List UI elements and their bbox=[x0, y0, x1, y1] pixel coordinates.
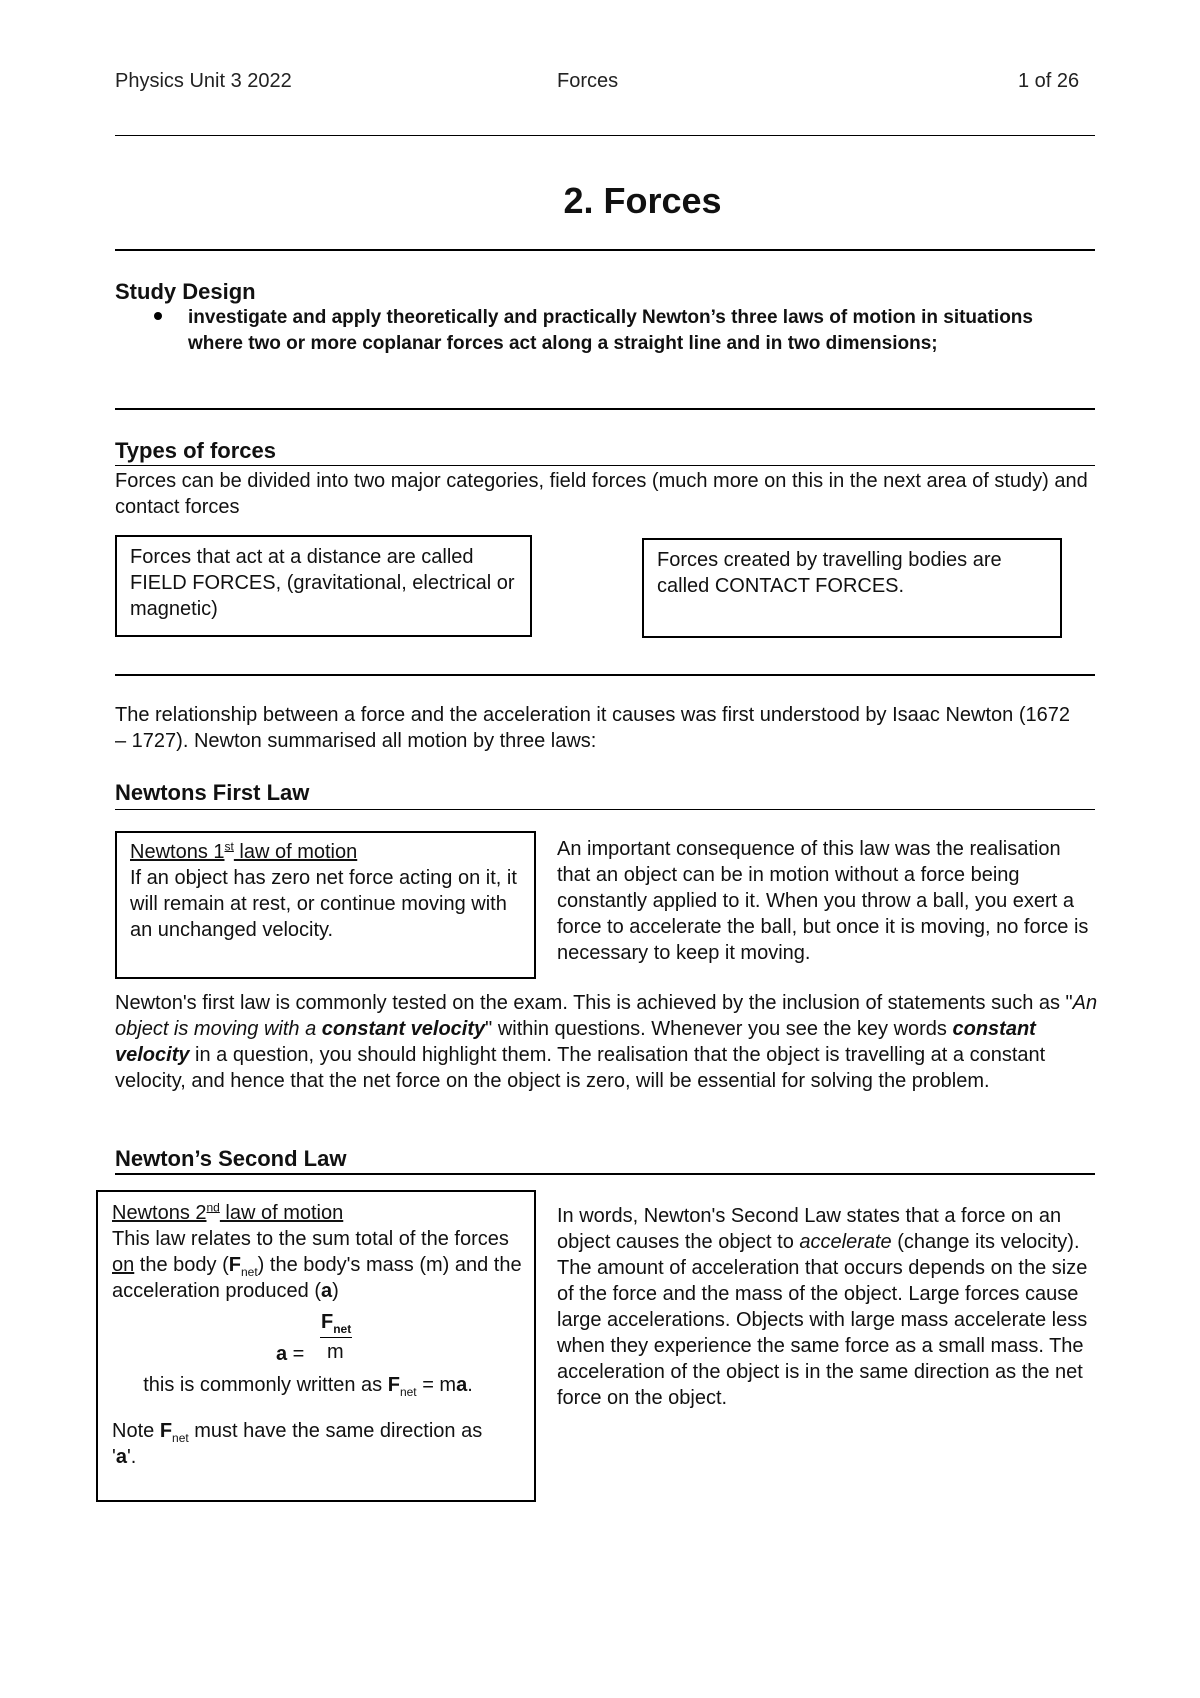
second-law-box-title bbox=[112, 1200, 534, 1226]
note-pre: Note bbox=[112, 1420, 160, 1442]
header-course: Physics Unit 3 2022 bbox=[115, 70, 292, 92]
text-d: ) bbox=[332, 1280, 339, 1302]
types-heading: Types of forces bbox=[115, 438, 276, 463]
first-law-paragraph bbox=[115, 990, 1100, 1094]
written-eq: = m bbox=[416, 1374, 457, 1396]
field-forces-text: Forces that act at a distance are called FIELD FORCES, (gravitational, electrical or magnetic) bbox=[130, 546, 515, 620]
para-part-3: in a question, you should highlight them. The realisation that the object is travelling at a constant velocity, and hence that the net force on the object is zero, will be essential for solving the problem. bbox=[115, 1044, 1046, 1092]
text-a: This law relates to the sum total of the forces bbox=[112, 1228, 509, 1250]
note-post: '. bbox=[126, 1446, 137, 1468]
note-f: F bbox=[159, 1420, 173, 1442]
text-b: the body ( bbox=[134, 1254, 229, 1276]
frac-lhs-a: a bbox=[276, 1343, 288, 1365]
side-italic: accelerate bbox=[799, 1231, 892, 1253]
first-law-heading: Newtons First Law bbox=[115, 780, 310, 805]
types-intro: Forces can be divided into two major categories, field forces (much more on this in the next area of study) and contact forces bbox=[115, 470, 1088, 518]
para-part-1: Newton's first law is commonly tested on the exam. This is achieved by the inclusion of statements such as " bbox=[115, 992, 1073, 1014]
second-law-heading: Newton’s Second Law bbox=[115, 1146, 347, 1171]
note-mid: must have the same direction as ' bbox=[112, 1420, 483, 1468]
study-design-rule bbox=[115, 408, 1095, 410]
second-law-title-pre: Newtons 2 bbox=[112, 1202, 207, 1224]
written-net: net bbox=[399, 1385, 417, 1399]
first-law-title-pre: Newtons 1 bbox=[130, 841, 225, 863]
first-law-box-title bbox=[130, 839, 534, 865]
first-law-side-text: An important consequence of this law was the realisation that an object can be in motion without a force being constantly applied to it. When you throw a ball, you exert a force to accelerate the ball, but once it is moving, no force is necessary to keep it moving. bbox=[557, 838, 1089, 964]
second-law-box-text bbox=[112, 1226, 527, 1304]
note-net: net bbox=[172, 1431, 189, 1445]
written-as-line bbox=[98, 1372, 518, 1398]
frac-eq: = bbox=[287, 1343, 305, 1365]
bullet-dot bbox=[154, 312, 162, 320]
written-post: . bbox=[467, 1374, 473, 1396]
text-on: on bbox=[112, 1254, 135, 1276]
second-law-side-text bbox=[557, 1203, 1097, 1411]
second-law-rule bbox=[115, 1173, 1095, 1175]
types-rule bbox=[115, 465, 1095, 466]
net-subscript: net bbox=[240, 1265, 258, 1279]
text-c: ) the body's mass (m) and the acceleration produced ( bbox=[112, 1254, 522, 1302]
side-pre: In words, Newton's Second Law states that a force on an object causes the object to bbox=[557, 1205, 1062, 1253]
f-symbol: F bbox=[228, 1254, 241, 1276]
para-bold-italic: constant velocity bbox=[321, 1018, 486, 1040]
written-f: F bbox=[387, 1374, 400, 1396]
fraction-numerator bbox=[321, 1310, 351, 1334]
first-law-title-sup: st bbox=[224, 839, 234, 854]
first-law-title-post: law of motion bbox=[233, 841, 358, 863]
written-a: a bbox=[456, 1374, 468, 1396]
page-title: 2. Forces bbox=[563, 180, 722, 221]
a-symbol: a bbox=[321, 1280, 333, 1302]
contact-forces-text: Forces created by travelling bodies are called CONTACT FORCES. bbox=[657, 549, 1002, 597]
side-post: (change its velocity). The amount of acceleration that occurs depends on the size of the force and the mass of the object. Large forces cause large accelerations. Objects with large mass accelerate less when they experience the same force as a small mass. The acceleration of the object is in the same direction as the net force on the object. bbox=[557, 1231, 1088, 1409]
para-bold-italic-2: constant velocity bbox=[115, 1018, 1036, 1066]
note-a: a bbox=[115, 1446, 127, 1468]
frac-num-f: F bbox=[321, 1311, 334, 1333]
second-law-title-sup: nd bbox=[206, 1200, 220, 1215]
header-page-number: 1 of 26 bbox=[1018, 70, 1080, 92]
first-law-rule bbox=[115, 809, 1095, 810]
first-law-box bbox=[115, 831, 536, 979]
field-forces-box bbox=[115, 535, 532, 637]
fraction-lhs bbox=[276, 1342, 304, 1366]
title-rule bbox=[115, 249, 1095, 251]
header-rule bbox=[115, 135, 1095, 136]
study-design-heading: Study Design bbox=[115, 279, 256, 304]
written-pre: this is commonly written as bbox=[143, 1374, 388, 1396]
newton-intro: The relationship between a force and the acceleration it causes was first understood by Isaac Newton (1672 – 1727). Newton summarised all motion by three laws: bbox=[115, 704, 1070, 752]
note-line bbox=[112, 1418, 512, 1470]
contact-forces-box bbox=[642, 538, 1062, 638]
fraction-denominator: m bbox=[327, 1341, 344, 1363]
header-topic: Forces bbox=[557, 70, 619, 92]
first-law-box-text: If an object has zero net force acting on it, it will remain at rest, or continue moving with an unchanged velocity. bbox=[130, 867, 517, 941]
second-law-title-post: law of motion bbox=[219, 1202, 344, 1224]
fraction-bar bbox=[320, 1337, 352, 1338]
frac-num-sub: net bbox=[333, 1322, 352, 1336]
types-end-rule bbox=[115, 674, 1095, 676]
second-law-box bbox=[96, 1190, 536, 1502]
para-part-2: " within questions. Whenever you see the key words bbox=[485, 1018, 953, 1040]
para-italic: An object is moving with a bbox=[115, 992, 1098, 1040]
study-design-bullet: investigate and apply theoretically and practically Newton’s three laws of motion in situations where two or more coplanar forces act along a straight line and in two dimensions; bbox=[188, 307, 1033, 354]
fraction-formula bbox=[98, 1310, 534, 1370]
